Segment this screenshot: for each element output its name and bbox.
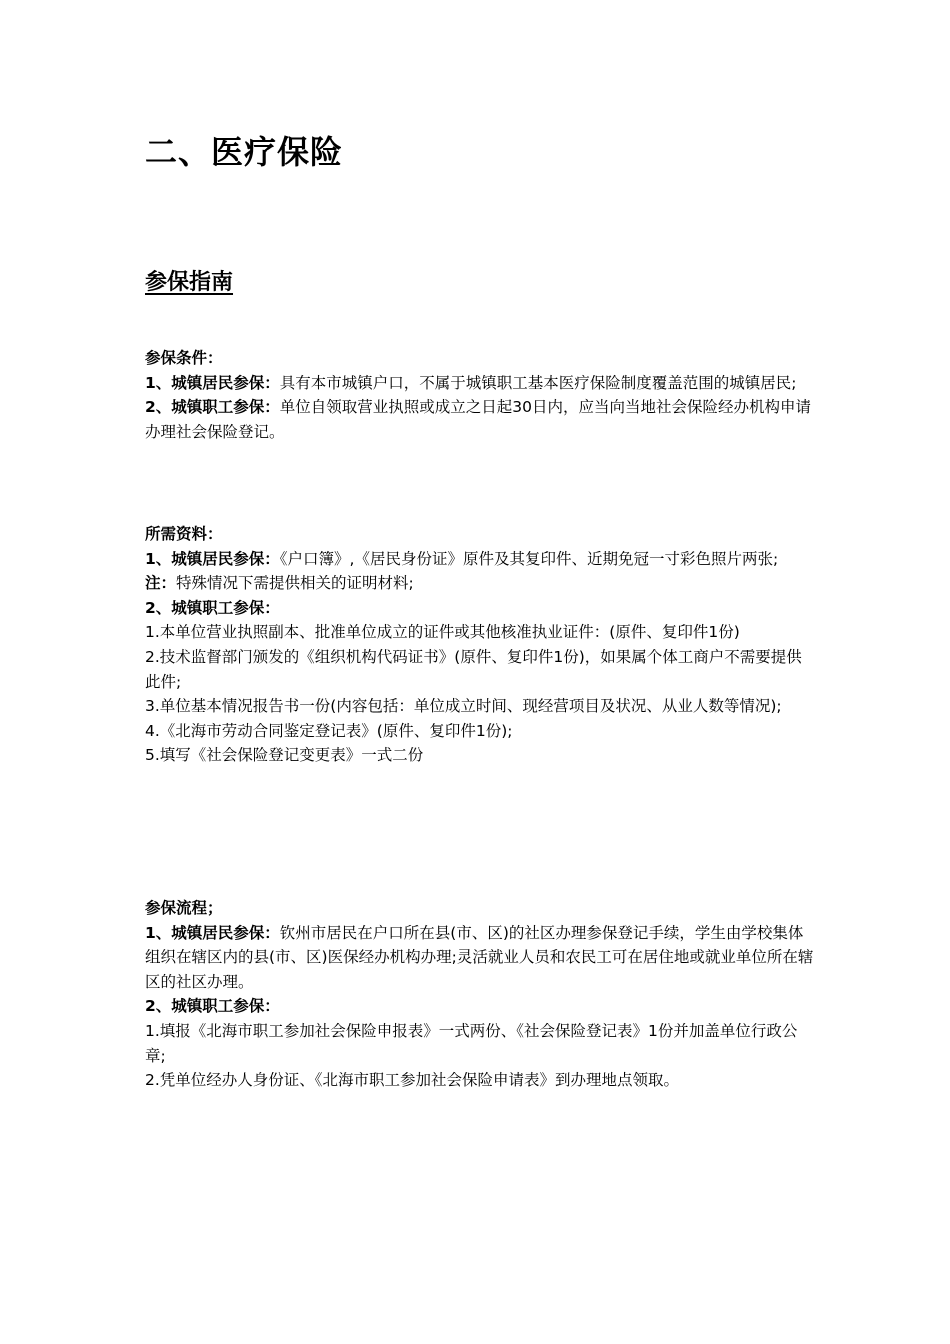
list-item: 1.填报《北海市职工参加社会保险申报表》一式两份、《社会保险登记表》1份并加盖单位行政公章; [145, 1021, 798, 1065]
item-text: 具有本市城镇户口，不属于城镇职工基本医疗保险制度覆盖范围的城镇居民; [279, 373, 797, 392]
item-label: 1、城镇居民参保： [145, 923, 280, 942]
list-item: 4.《北海市劳动合同鉴定登记表》(原件、复印件1份); [145, 721, 513, 740]
materials-employee-label: 2、城镇职工参保： [145, 598, 280, 617]
conditions-item-employee [145, 395, 815, 444]
list-item: 1.本单位营业执照副本、批准单位成立的证件或其他核准执业证件：(原件、复印件1份) [145, 623, 740, 642]
conditions-heading: 参保条件： [145, 349, 223, 367]
page-title: 二、医疗保险 [145, 133, 344, 171]
materials-heading: 所需资料： [145, 525, 223, 543]
conditions-section [145, 346, 815, 444]
section-subtitle: 参保指南 [145, 270, 234, 295]
materials-note [145, 571, 815, 596]
note-text: 特殊情况下需提供相关的证明材料; [176, 574, 414, 593]
conditions-item-resident [145, 371, 815, 396]
item-label: 1、城镇居民参保： [145, 549, 280, 568]
item-text: 钦州市居民在户口所在县(市、区)的社区办理参保登记手续，学生由学校集体组织在辖区内的县(市、区)医保经办机构办理;灵活就业人员和农民工可在居住地或就业单位所在辖区的社区办理。 [145, 923, 814, 991]
item-text: 单位自领取营业执照或成立之日起30日内，应当向当地社会保险经办机构申请办理社会保险登记。 [145, 398, 812, 441]
list-item: 2.技术监督部门颁发的《组织机构代码证书》(原件、复印件1份)，如果属个体工商户不需要提供此件; [145, 647, 802, 691]
process-item-resident [145, 921, 815, 995]
list-item: 5.填写《社会保险登记变更表》一式二份 [145, 746, 424, 765]
materials-section [145, 522, 815, 768]
list-item: 2.凭单位经办人身份证、《北海市职工参加社会保险申请表》到办理地点领取。 [145, 1071, 680, 1090]
process-heading: 参保流程； [145, 899, 223, 917]
materials-item-resident [145, 547, 815, 572]
item-label: 2、城镇职工参保： [145, 398, 280, 417]
process-section [145, 896, 815, 1093]
note-label: 注： [145, 574, 177, 593]
process-employee-label: 2、城镇职工参保： [145, 997, 280, 1016]
item-text: 《户口簿》,《居民身份证》原件及其复印件、近期免冠一寸彩色照片两张; [279, 549, 779, 568]
list-item: 3.单位基本情况报告书一份(内容包括：单位成立时间、现经营项目及状况、从业人数等情况); [145, 697, 782, 716]
item-label: 1、城镇居民参保： [145, 373, 280, 392]
